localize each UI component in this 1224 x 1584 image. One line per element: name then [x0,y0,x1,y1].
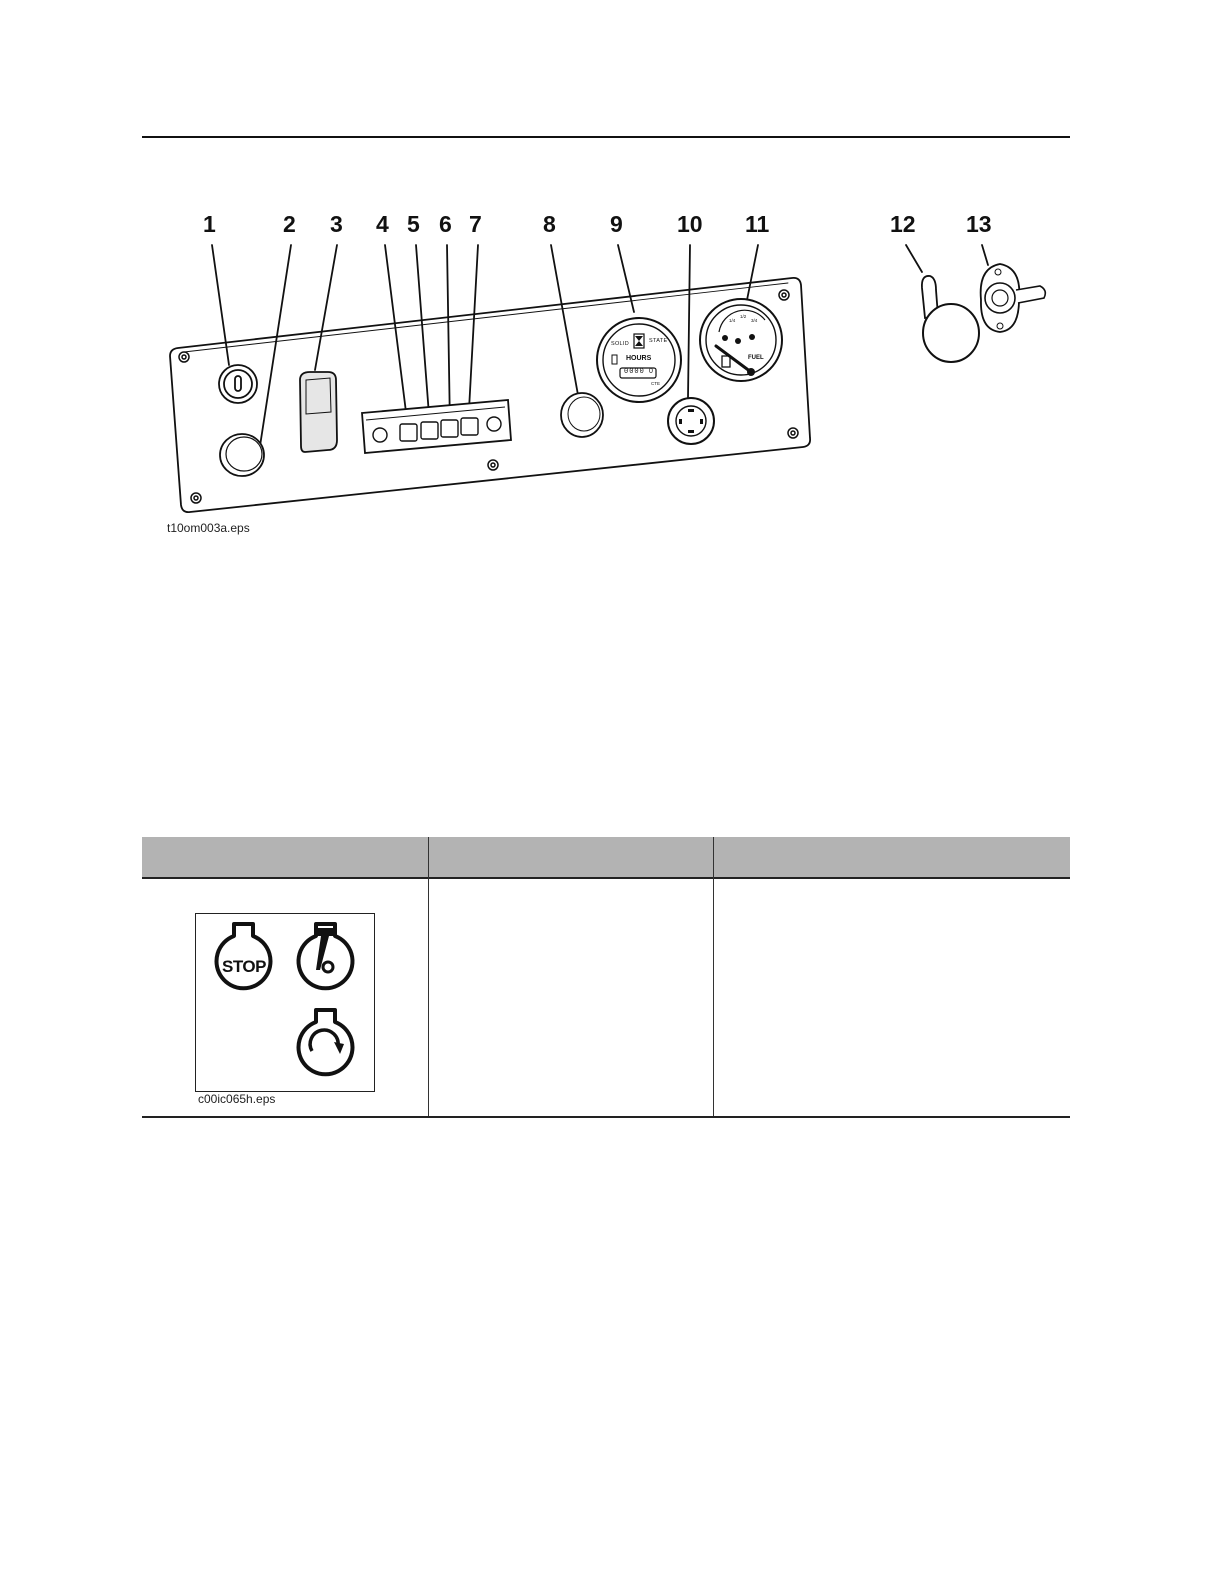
table-header-cell-3 [714,837,1070,877]
hourmeter-state-text: STATE [649,338,668,344]
callout-4: 4 [376,211,389,237]
callout-12: 12 [890,211,916,237]
icon-caption: c00ic065h.eps [198,1092,276,1106]
column-divider [428,837,429,1117]
hourmeter-brand: CTE [651,381,660,386]
table-bottom-rule [142,1116,1070,1118]
callout-6: 6 [439,211,452,237]
table-header-cell-1 [142,837,428,877]
figure-caption: t10om003a.eps [167,521,250,535]
stop-symbol-text: STOP [222,957,266,976]
fuel-tick-half: 1/2 [740,314,747,319]
callout-9: 9 [610,211,623,237]
callout-11: 11 [745,211,770,237]
callout-3: 3 [330,211,343,237]
hourmeter-tail-digit: 0 [649,368,653,375]
fuel-gauge-label: FUEL [748,355,764,361]
hourmeter-digits: 0000 [624,368,645,376]
engine-symbols-graphic [196,914,374,1091]
callout-2: 2 [283,211,296,237]
engine-symbol-box [195,913,375,1092]
hourmeter-hours-label: HOURS [626,355,652,362]
callout-10: 10 [677,211,703,237]
column-divider [713,837,714,1117]
hourmeter-solid-text: SOLID [611,341,630,347]
callout-8: 8 [543,211,556,237]
controls-table [142,837,1070,1118]
callout-7: 7 [469,211,482,237]
table-header-cell-2 [429,837,713,877]
control-panel-illustration [0,0,1224,560]
fuel-tick-quarter: 1/4 [729,318,736,323]
table-header-row [142,837,1070,879]
callout-1: 1 [203,211,216,237]
fuel-tick-three-quarter: 3/4 [751,318,758,323]
callout-13: 13 [966,211,992,237]
callout-5: 5 [407,211,420,237]
